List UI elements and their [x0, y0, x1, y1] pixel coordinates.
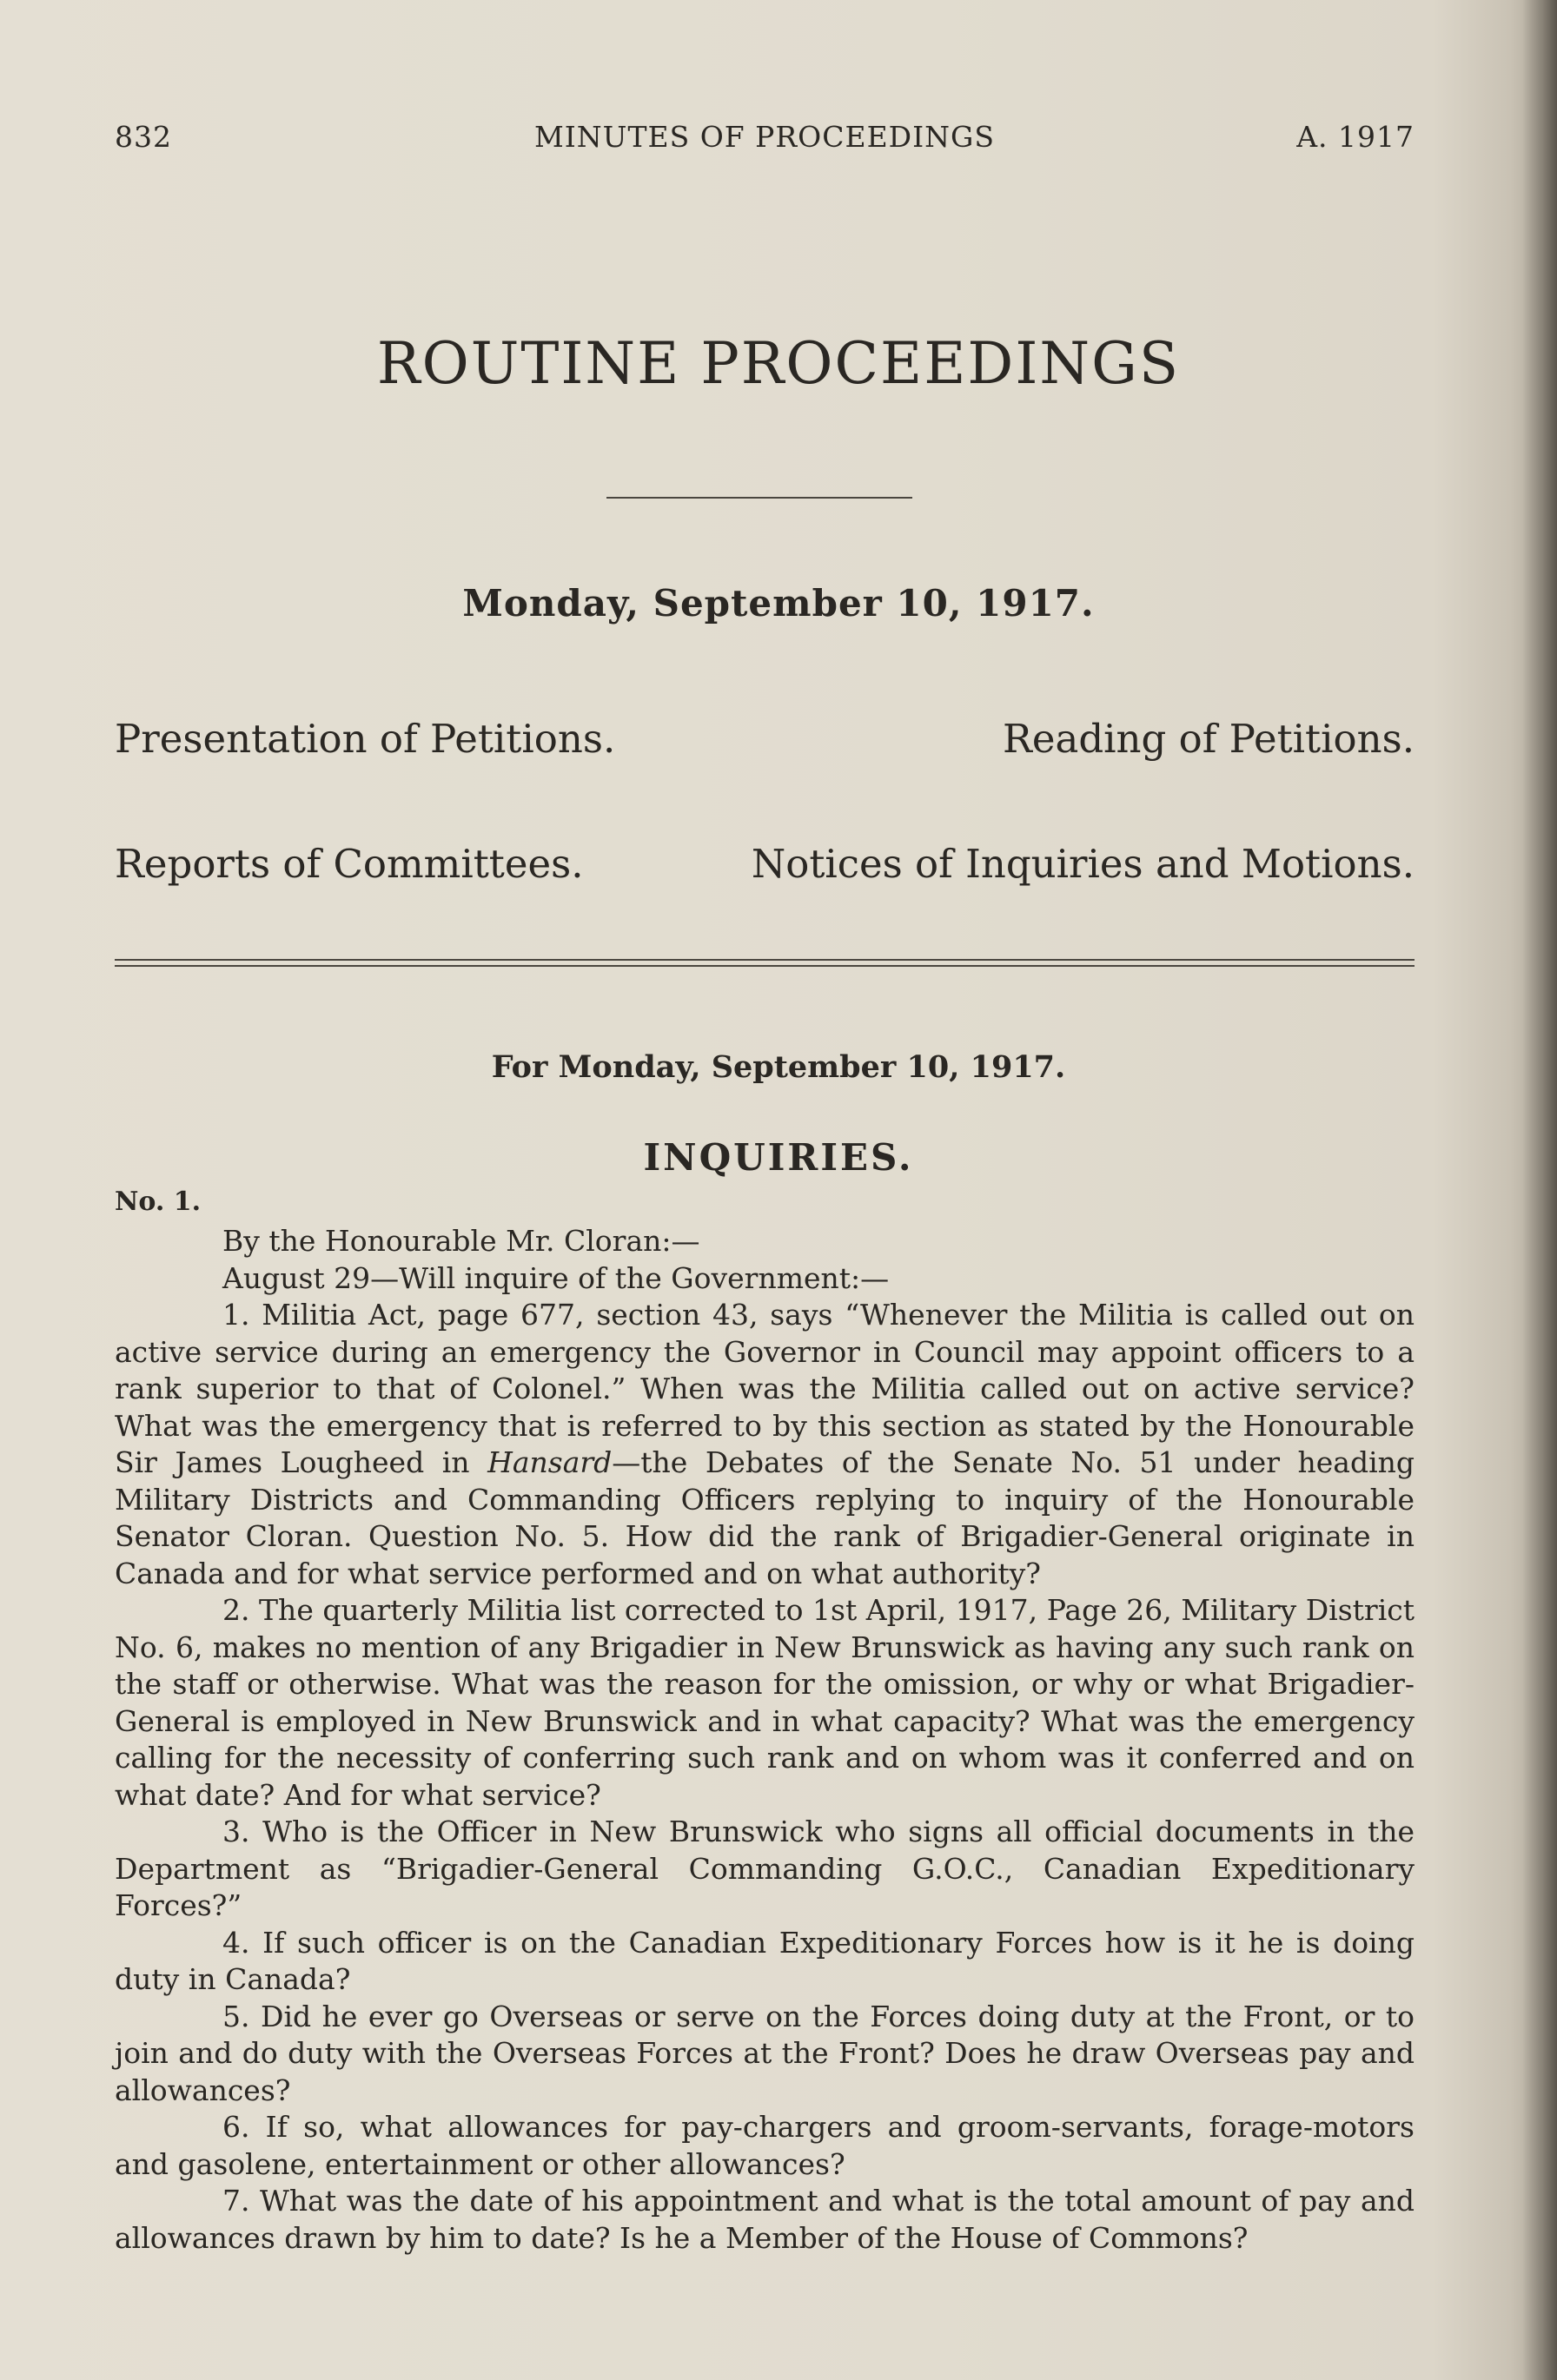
inquiry-number: No. 1. — [115, 1187, 202, 1217]
question-1-part-a: 1. Militia Act, page 677, section 43, says “Whenever the Militia is called out on active service during an emergency the Governor in Council may appoint officers to a rank superior to that of Colonel.” When was the Militia called out on active service? What was the emergency that is referred to by this section as stated by the Honourable Sir James Lougheed in — [115, 1298, 1415, 1479]
section-row-reports — [115, 841, 1415, 893]
section-notices-of-inquiries: Notices of Inquiries and Motions. — [751, 841, 1415, 887]
inquiries-title: INQUIRIES. — [643, 1136, 914, 1179]
for-date-heading: For Monday, September 10, 1917. — [491, 1049, 1066, 1085]
question-1-part-b: —the Debates of the Senate No. 51 under heading Military Districts and Commanding Officers replying to inquiry of the Honourable Senator Cloran. Question No. 5. How did the rank of Brigadier-General originate in Canada and for what service performed and on what authority? — [115, 1445, 1415, 1590]
inquiry-date-line: August 29—Will inquire of the Government:— — [222, 1260, 890, 1295]
inquiry-intro: By the Honourable Mr. Cloran:— — [222, 1224, 700, 1258]
question-4: 4. If such officer is on the Canadian Expeditionary Forces how is it he is doing duty in Canada? — [115, 1925, 1415, 1996]
question-7: 7. What was the date of his appointment and what is the total amount of pay and allowances drawn by him to date? Is he a Member of the House of Commons? — [115, 2184, 1415, 2255]
question-2: 2. The quarterly Militia list corrected to 1st April, 1917, Page 26, Military District No. 6, makes no mention of any Brigadier in New Brunswick as having any such rank on the staff or otherwise. What was the reason for the omission, or why or what Brigadier-General is employed in New Brunswick and in what capacity? What was the emergency calling for the necessity of conferring such rank and on whom was it conferred and on what date? And for what service? — [115, 1593, 1415, 1812]
question-6: 6. If so, what allowances for pay-chargers and groom-servants, forage-motors and gasolene, entertainment or other allowances? — [115, 2110, 1415, 2181]
page-number: 832 — [115, 120, 172, 154]
question-3: 3. Who is the Officer in New Brunswick who signs all official documents in the Department as “Brigadier-General Commanding G.O.C., Canadian Expeditionary Forces?” — [115, 1815, 1415, 1922]
title-rule — [606, 497, 912, 499]
running-head — [115, 120, 1415, 158]
running-head-year: A. 1917 — [1296, 120, 1415, 154]
date-heading: Monday, September 10, 1917. — [462, 582, 1095, 625]
inquiry-body — [115, 1223, 1415, 2257]
hansard-italic: Hansard — [487, 1445, 613, 1479]
main-title: ROUTINE PROCEEDINGS — [376, 330, 1181, 397]
question-5: 5. Did he ever go Overseas or serve on the Forces doing duty at the Front, or to join and do duty with the Overseas Forces at the Front? Does he draw Overseas pay and allowances? — [115, 1999, 1415, 2107]
question-1 — [115, 1297, 1415, 1592]
double-rule — [115, 959, 1415, 967]
section-reports-of-committees: Reports of Committees. — [115, 841, 584, 887]
section-reading-of-petitions: Reading of Petitions. — [1003, 716, 1415, 762]
section-presentation-of-petitions: Presentation of Petitions. — [115, 716, 616, 762]
section-row-petitions — [115, 716, 1415, 768]
running-head-title: MINUTES OF PROCEEDINGS — [533, 120, 996, 154]
